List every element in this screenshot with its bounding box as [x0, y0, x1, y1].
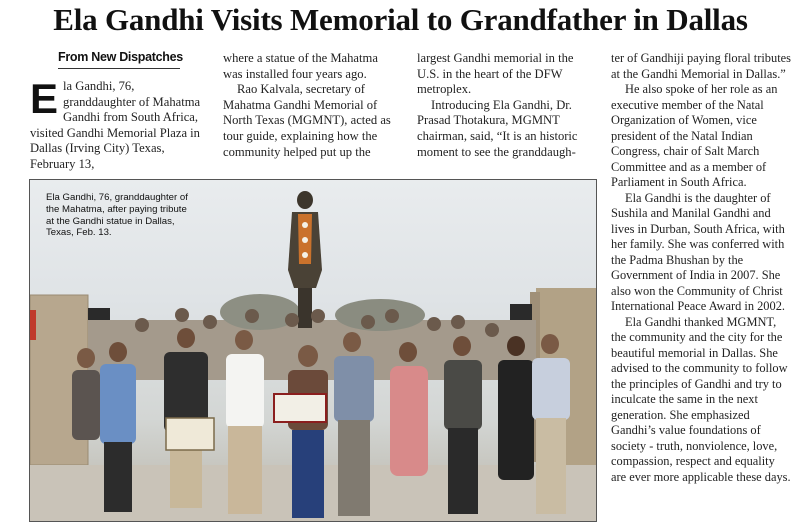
- article-column-1: [30, 75, 202, 173]
- article-column-3: [417, 51, 591, 160]
- column-2-paragraph-1: where a statue of the Mahatma was installed four years ago.: [223, 51, 378, 81]
- article-column-2: [223, 51, 395, 160]
- column-3-paragraph-2: Introducing Ela Gandhi, Dr. Prasad Thotakura, MGMNT chairman, said, “It is an historic moment to see the granddaugh-: [417, 97, 578, 159]
- column-4-paragraph-3: Ela Gandhi is the daughter of Sushila and Manilal Gandhi and lives in Durban, South Africa, with her family. She was conferred with the Padma Bhushan by the Government of India in 2007. She also won the Community of Christ International Peace Award in 2002.: [611, 190, 785, 313]
- headline: Ela Gandhi Visits Memorial to Grandfather in Dallas: [53, 2, 748, 37]
- section-label: From New Dispatches: [58, 50, 183, 64]
- drop-cap: E: [30, 75, 59, 122]
- column-4-paragraph-2: He also spoke of her role as an executive member of the Natal Organization of Women, vice president of the Natal Indian Congress, chair of Salt March Committee and as a member of Parliament in South Africa.: [611, 82, 778, 189]
- column-2-paragraph-2: Rao Kalvala, secretary of Mahatma Gandhi Memorial of North Texas (MGMNT), acted as tour guide, explaining how the community helped put up the: [223, 82, 391, 159]
- column-1-text: la Gandhi, 76, granddaughter of Mahatma Gandhi from South Africa, visited Gandhi Memorial Plaza in Dallas (Irving City) Texas, February 13,: [30, 79, 201, 171]
- photo-caption: Ela Gandhi, 76, granddaughter of the Mahatma, after paying tribute at the Gandhi statue in Dallas, Texas, Feb. 13.: [46, 192, 188, 239]
- section-rule: [58, 68, 180, 69]
- column-3-paragraph-1: largest Gandhi memorial in the U.S. in the heart of the DFW metroplex.: [417, 51, 574, 97]
- column-4-paragraph-1: ter of Gandhiji paying floral tributes at the Gandhi Memorial in Dallas.”: [611, 51, 791, 81]
- article-column-4: [611, 51, 791, 485]
- column-4-paragraph-4: Ela Gandhi thanked MGMNT, the community and the city for the beautiful memorial in Dallas. She advised to the community to follow the principles of Gandhi and try to inculcate the same in the next generation. She emphasized Gandhi’s value foundations of society - truth, nonviolence, love, compassion, respect and equality are ever more applicable these days.: [611, 314, 791, 484]
